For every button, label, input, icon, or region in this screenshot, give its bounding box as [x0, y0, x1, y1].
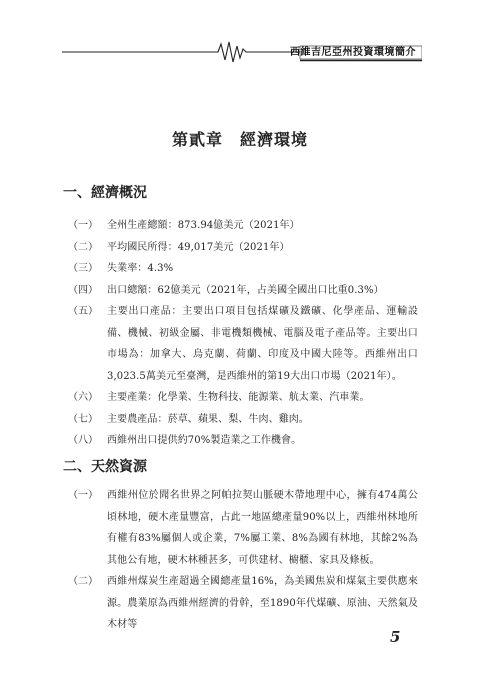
section-2-list — [68, 485, 418, 636]
list-item — [68, 258, 418, 280]
list-item — [68, 485, 418, 571]
page-number: 5 — [390, 628, 401, 646]
item-text: 平均國民所得：49,017美元（2021年） — [107, 241, 290, 253]
item-number: （二） — [68, 576, 98, 587]
list-item — [68, 237, 418, 259]
list-item — [68, 280, 418, 302]
item-number: （七） — [68, 413, 98, 425]
item-text: 失業率：4.3% — [107, 263, 174, 274]
item-text: 全州生產總額：873.94億美元（2021年） — [107, 220, 300, 231]
item-number: （一） — [68, 220, 98, 231]
list-item — [68, 430, 418, 452]
item-text: 主要農產品：菸草、蘋果、梨、牛肉、雞肉。 — [107, 413, 309, 425]
item-number: （三） — [68, 263, 98, 274]
section-heading: 二、天然資源 — [63, 459, 147, 475]
item-number: （四） — [68, 284, 98, 296]
item-number: （一） — [68, 490, 98, 501]
item-number: （二） — [68, 241, 98, 253]
section-heading: 一、經濟概況 — [63, 185, 147, 201]
running-header — [62, 36, 422, 66]
chapter-title: 第貳章 經濟環境 — [171, 130, 308, 149]
list-item — [68, 215, 418, 237]
item-text: 西維州位於聞名世界之阿帕拉契山脈硬木帶地理中心，擁有474萬公頃林地，硬木產量豐富，占此一地區總產量90%以上，西維州林地所有權有83%屬個人或企業，7%屬工業、8%為國有林地，其餘2%為其他公有地，硬木林種甚多，可供建材、櫥櫃、家具及條板。 — [107, 490, 418, 566]
list-item — [68, 387, 418, 409]
item-text: 西維州煤炭生產超過全國總產量16%，為美國焦炭和煤氣主要供應來源。農業原為西維州經濟的骨幹，至1890年代煤礦、原油、天然氣及木材等 — [107, 576, 418, 630]
list-item — [68, 409, 418, 431]
section-1-list — [68, 215, 418, 452]
item-text: 西維州出口提供約70%製造業之工作機會。 — [107, 435, 302, 446]
item-number: （六） — [68, 392, 98, 403]
item-text: 出口總額：62億美元（2021年，占美國全國出口比重0.3%） — [107, 284, 384, 296]
list-item — [68, 571, 418, 636]
item-number: （八） — [68, 435, 98, 446]
item-number: （五） — [68, 306, 98, 317]
item-text: 主要出口產品：主要出口項目包括煤礦及鐵礦、化學產品、運輸設備、機械、初級金屬、非電機類機械、電腦及電子產品等。主要出口市場為：加拿大、烏克蘭、荷蘭、印度及中國大陸等。西維州出口3,023.5萬美元至臺灣，是西維州的第19大出口市場（2021年）。 — [107, 306, 418, 382]
list-item — [68, 301, 418, 387]
item-text: 主要產業：化學業、生物科技、能源業、航太業、汽車業。 — [107, 392, 370, 403]
header-title: 西維吉尼亞州投資環境簡介 — [290, 47, 416, 58]
